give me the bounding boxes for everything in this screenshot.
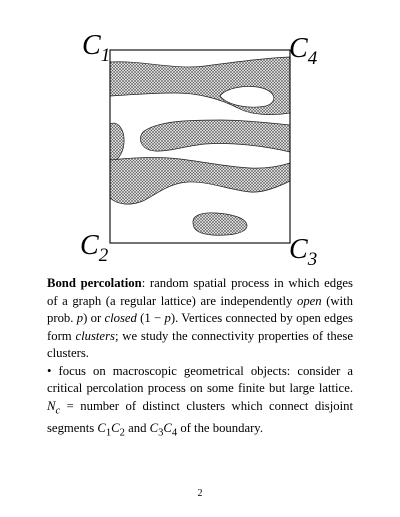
paragraph-focus: [47, 363, 353, 442]
math-subscript: 3: [158, 427, 164, 439]
math-p: p: [76, 311, 84, 325]
corner-letter: C: [80, 230, 99, 261]
corner-label-c3: [289, 236, 317, 274]
corner-label-c4: [289, 35, 317, 73]
math-c: C: [97, 420, 106, 435]
math-n-subscript: c: [55, 405, 61, 417]
corner-label-c2: [80, 232, 108, 270]
cluster-lower-band: [110, 157, 290, 204]
text-span: and: [124, 420, 150, 435]
text-span: (1 −: [136, 311, 165, 325]
corner-index: 2: [98, 245, 109, 266]
term-closed: closed: [104, 311, 137, 325]
corner-letter: C: [289, 234, 308, 265]
math-subscript: 1: [105, 427, 112, 439]
text-span: focus on macroscopic geometrical objects: consider a critical percolation process on some finite but large lattice.: [47, 363, 353, 395]
cluster-top-band: [110, 57, 290, 115]
paragraph-definition: [47, 275, 353, 363]
term-bond-percolation: Bond percolation: [47, 276, 142, 290]
text-span: : random spatial process in which edges of a graph (a regular lattice) are independently: [47, 276, 353, 308]
cluster-left-blob: [110, 123, 124, 161]
corner-index: 3: [307, 249, 318, 270]
bullet: •: [47, 363, 52, 378]
cluster-bottom-island: [193, 213, 247, 235]
term-open: open: [296, 293, 322, 308]
math-subscript: 4: [171, 427, 178, 439]
corner-letter: C: [289, 33, 308, 64]
page-number: 2: [197, 488, 203, 499]
math-p: p: [164, 311, 171, 325]
text-span: of the boundary.: [177, 420, 263, 435]
corner-label-c1: [82, 32, 110, 70]
corner-index: 4: [307, 48, 318, 69]
cluster-right-finger: [140, 120, 290, 152]
math-n: N: [47, 398, 56, 413]
corner-index: 1: [100, 45, 111, 66]
text-span: ) or: [83, 311, 105, 325]
math-c: C: [111, 420, 120, 435]
text-span: ). Vertices connected by open edges form: [47, 311, 353, 343]
term-clusters: clusters: [75, 328, 115, 343]
math-c: C: [163, 420, 172, 435]
text-span: ; we study the connectivity properties of these clusters.: [47, 328, 353, 360]
text-span: = number of distinct clusters which connect disjoint segments: [47, 398, 353, 435]
math-subscript: 2: [119, 427, 125, 439]
body-text: [47, 275, 353, 442]
math-c: C: [149, 420, 159, 435]
text-span: (with prob.: [47, 293, 353, 325]
corner-letter: C: [82, 30, 101, 61]
